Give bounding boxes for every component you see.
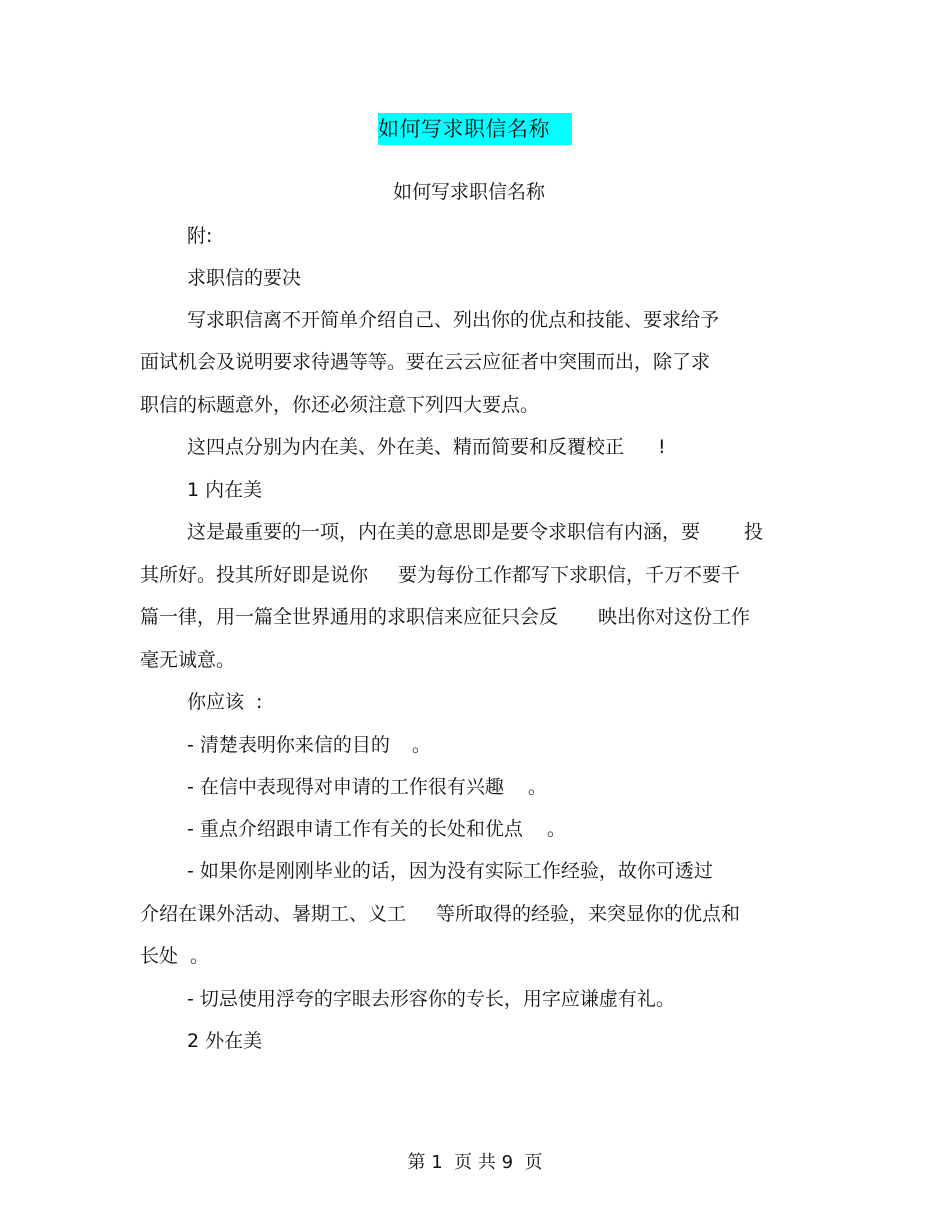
text-segment: 。: [546, 818, 566, 840]
text-segment: 这是最重要的一项，内在美的意思即是要令求职信有内涵，要: [187, 521, 701, 543]
text-segment: 篇一律，用一篇全世界通用的求职信来应征只会反: [140, 606, 559, 628]
text-segment: 映出你对这份工作: [598, 606, 751, 628]
paragraph-line: 面试机会及说明要求待遇等等。要在云云应征者中突围而出，除了求: [140, 351, 711, 373]
list-item: [187, 731, 431, 759]
paragraph-line: [140, 900, 740, 928]
text-segment: :: [256, 691, 263, 713]
text-segment: - 清楚表明你来信的目的: [187, 734, 390, 756]
paragraph-line: [140, 942, 209, 970]
section-heading: 2 外在美: [187, 1030, 263, 1052]
page-footer: 第 1 页 共 9 页: [407, 1152, 543, 1173]
paragraph-line: 附:: [187, 225, 213, 247]
paragraph-line: [187, 688, 262, 716]
paragraph-line: [140, 603, 750, 631]
text-segment: 等所取得的经验，来突显你的优点和: [436, 903, 741, 925]
section-heading: 1 内在美: [187, 479, 263, 501]
text-segment: 。: [527, 776, 547, 798]
document-title: 如何写求职信名称: [378, 113, 572, 145]
text-segment: 投: [744, 521, 764, 543]
document-subtitle: 如何写求职信名称: [392, 181, 545, 203]
text-segment: 要为每份工作都写下求职信，千万不要千: [398, 564, 741, 586]
paragraph-line: [187, 518, 763, 546]
text-segment: - 在信中表现得对申请的工作很有兴趣: [187, 776, 504, 798]
text-segment: 长处: [140, 945, 179, 967]
text-segment: - 重点介绍跟申请工作有关的长处和优点: [187, 818, 523, 840]
paragraph-line: [140, 561, 740, 589]
text-segment: 。: [190, 945, 210, 967]
paragraph-line: 毫无诚意。: [140, 649, 236, 671]
title-wrapper: [0, 113, 950, 145]
text-segment: 你应该: [187, 691, 245, 713]
paragraph-line: 职信的标题意外，你还必须注意下列四大要点。: [140, 394, 540, 416]
paragraph-line: 写求职信离不开简单介绍自己、列出你的优点和技能、要求给予: [187, 309, 720, 331]
list-item: [187, 815, 566, 843]
paragraph-line: [187, 433, 666, 461]
list-item: - 如果你是刚刚毕业的话，因为没有实际工作经验，故你可透过: [187, 860, 713, 882]
list-item: - 切忌使用浮夸的字眼去形容你的专长，用字应谦虚有礼。: [187, 988, 675, 1010]
list-item: [187, 773, 547, 801]
text-segment: 这四点分别为内在美、外在美、精而简要和反覆校正: [187, 436, 625, 458]
text-segment: 其所好。投其所好即是说你: [140, 564, 369, 586]
text-segment: !: [658, 436, 666, 458]
text-segment: 介绍在课外活动、暑期工、义工: [140, 903, 407, 925]
section-heading: 求职信的要决: [187, 267, 302, 289]
text-segment: 。: [411, 734, 431, 756]
